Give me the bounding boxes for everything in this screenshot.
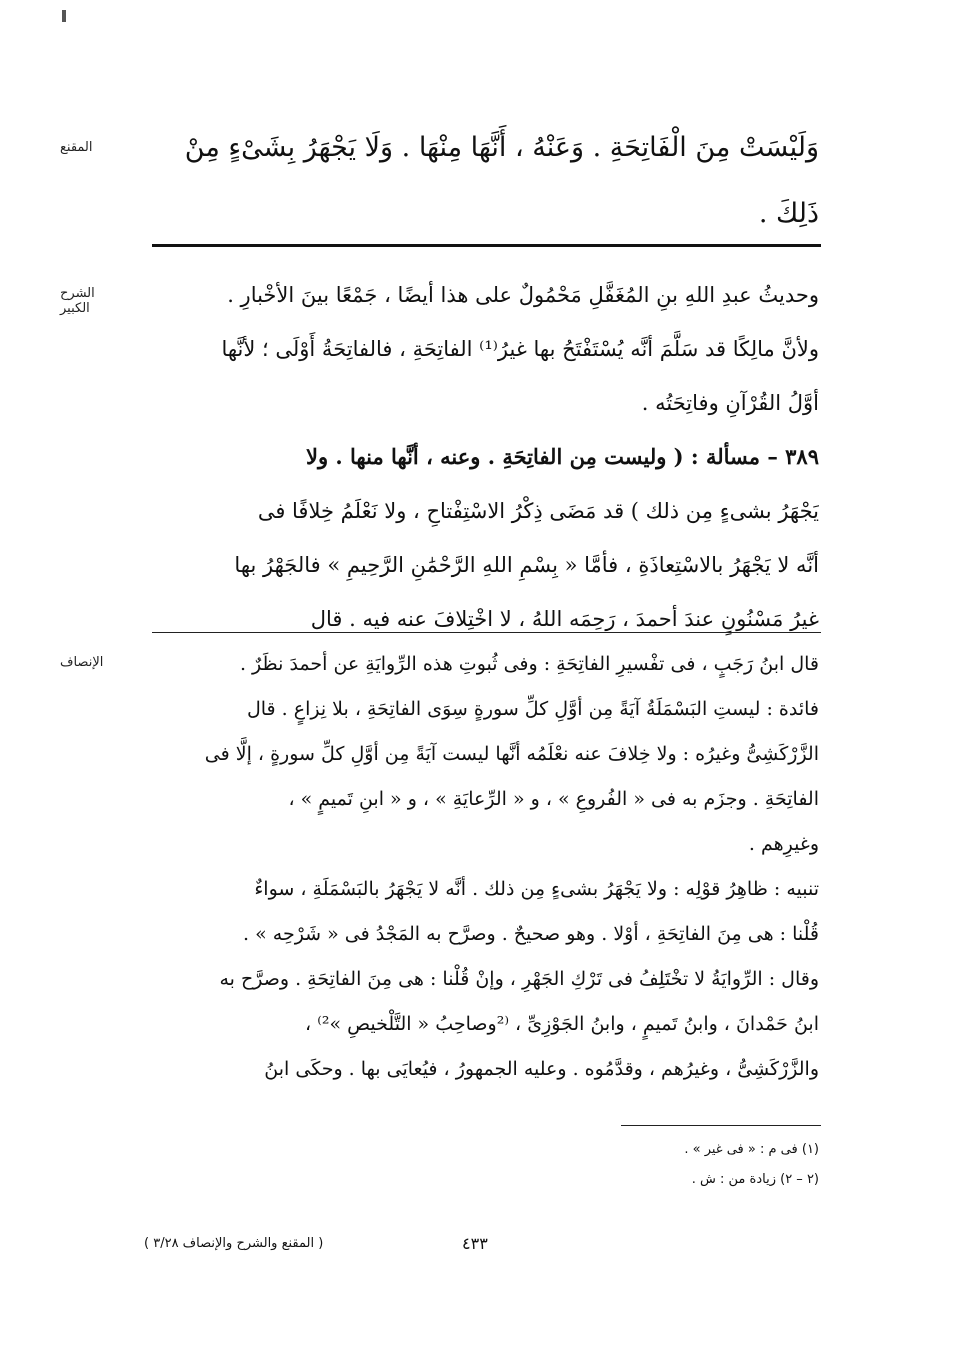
muqni-line: وَلَيْسَتْ مِنَ الْفَاتِحَةِ . وَعَنْهُ ، أَنَّهَا مِنْهَا . وَلَا يَجْهَرُ بِشَىْءٍ مِنْ	[184, 132, 819, 163]
sharh-line: أنَّه لا يَجْهَرُ بالاسْتِعاذَةِ ، فأمَّا « بِسْمِ اللهِ الرَّحْمَٰنِ الرَّحِيمِ » فالجَهْرُ بها	[234, 553, 819, 577]
insaf-line: والزَّرْكَشِىُّ ، وغيرُهم ، وقدَّمُوه . وعليه الجمهورُ ، فيُعايَى بها . وحكَى ابنُ	[264, 1058, 819, 1080]
sharh-line: يَجْهَرُ بشىءٍ مِن ذلك ) قد مَضَى ذِكْرُ الاسْتِفْتاحِ ، ولا نَعْلَمُ خِلافًا فى	[257, 499, 819, 523]
sharh-line: وحديثُ عبدِ اللهِ بنِ المُغَفَّلِ مَحْمُولٌ على هذا أيضًا ، جَمْعًا بينَ الأخْبارِ .	[227, 283, 819, 307]
insaf-line: وقال : الرِّوايَةُ لا تخْتَلِفُ فى تَرْكِ الجَهْرِ ، وإنْ قُلْنا : هى مِنَ الفاتِحَةِ . وصرَّح به	[219, 968, 819, 990]
section-marker-sharh: الشرح الكبير	[60, 286, 95, 316]
sharh-text	[150, 268, 819, 646]
sharh-line: غيرُ مَسْنُونٍ عندَ أحمدَ ، رَحِمَه اللهُ ، لا اخْتِلافَ عنه فيه . قال	[310, 607, 819, 631]
section-marker-muqni: المقنع	[60, 140, 93, 155]
insaf-line: تنبيه : ظاهِرُ قوْلِه : ولا يَجْهَرُ بشىءٍ مِن ذلك . أنَّه لا يَجْهَرُ بالبَسْمَلَةِ ، سواءٌ	[254, 878, 819, 900]
insaf-line: الزَّرْكَشِىُّ وغيرُه : ولا خِلافَ عنه نعْلَمُه أنَّها ليست آيَةً مِن أوَّلِ كلِّ سورةٍ ، إلَّا فى	[204, 743, 819, 765]
footnote-divider	[621, 1125, 821, 1126]
insaf-line: فائدة : ليستِ البَسْمَلَةُ آيَةً مِن أوَّلِ كلِّ سورةٍ سِوَى الفاتِحَةِ ، بلا نِزاعٍ . قال	[246, 698, 819, 720]
insaf-line: ابنُ حَمْدانَ ، وابنُ تَميمٍ ، وابنُ الجَوْزِىِّ ، ⁽²وصاحِبُ « التَّلْخيصِ »²⁾ ،	[305, 1013, 819, 1035]
section-divider	[152, 244, 821, 247]
footnote: (١) فى م : « فى غير » .	[684, 1142, 819, 1157]
muqni-line: ذَلِكَ .	[758, 198, 819, 229]
sharh-line: أوَّلُ القُرْآنِ وفاتِحَتُه .	[641, 391, 819, 415]
insaf-text	[150, 642, 819, 1092]
insaf-line: قُلْنا : هى مِنَ الفاتِحَةِ ، أوْلا . وهو صحيحٌ . وصرَّح به المَجْدُ فى « شَرْحِه » .	[243, 923, 819, 945]
section-divider	[152, 632, 821, 633]
masala-heading-line: ٣٨٩ – مسألة : ( وليست مِن الفاتِحَةِ . وعنه ، أنَّها منها . ولا	[305, 444, 819, 469]
muqni-text	[150, 115, 819, 247]
footnote: (٢ – ٢) زيادة من : ش .	[691, 1172, 819, 1187]
insaf-line: الفاتِحَةِ . وجزَم به فى « الفُروعِ » ، و « الرِّعايَةِ » ، و « ابنِ تَميمٍ » ،	[288, 788, 819, 810]
insaf-line: وغيرِهم .	[748, 833, 819, 855]
sharh-line: ولأنَّ مالِكًا قد سَلَّمَ أنَّه يُسْتَفْتَحُ بها غيرُ⁽¹⁾ الفاتِحَةِ ، فالفاتِحَةُ أَوْلَى ؛ لأنَّها	[221, 337, 819, 361]
scan-mark	[62, 10, 66, 22]
section-marker-insaf: الإنصاف	[60, 655, 104, 670]
insaf-line: قال ابنُ رَجَبٍ ، فى تفْسيرِ الفاتِحَةِ : وفى ثُبوتِ هذه الرِّوايَةِ عن أحمدَ نظَرٌ .	[239, 653, 819, 675]
page-number: ٤٣٣	[462, 1234, 488, 1253]
volume-reference: ( المقنع والشرح والإنصاف ٣/٢٨ )	[144, 1236, 324, 1251]
